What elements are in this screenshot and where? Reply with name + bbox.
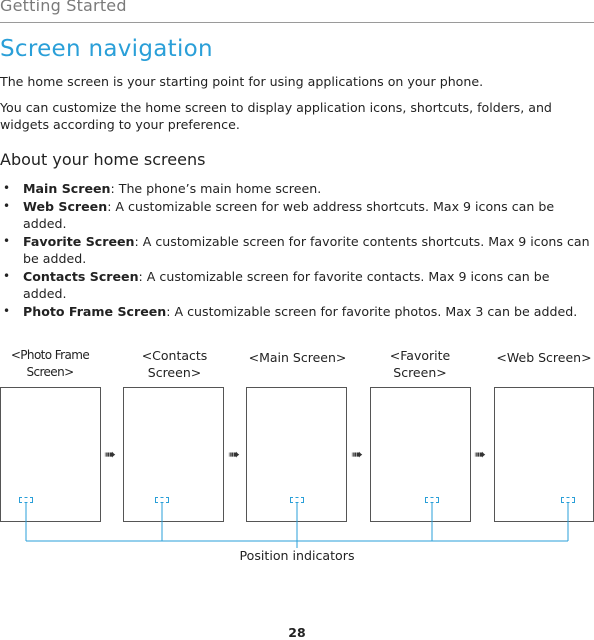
arrow-right-icon: ➠ [228, 447, 240, 463]
arrow-right-icon: ➠ [104, 447, 116, 463]
main-screen-label: <Main Screen> [248, 350, 347, 365]
bullet-icon: • [3, 304, 11, 318]
list-item-term: Favorite Screen [23, 234, 135, 249]
list-item-term: Contacts Screen [23, 269, 139, 284]
bullet-icon: • [3, 199, 11, 213]
list-item-desc: : A customizable screen for web address shortcuts. Max 9 icons can be added. [23, 199, 555, 231]
bullet-icon: • [3, 234, 11, 248]
position-indicators-caption: Position indicators [239, 548, 355, 563]
intro-paragraph: The home screen is your starting point for using applications on your phone. [0, 74, 484, 89]
customize-paragraph: You can customize the home screen to display application icons, shortcuts, folders, and widgets according to your preference. [0, 100, 552, 132]
favorite-screen-label: <Favorite Screen> [389, 348, 451, 380]
bullet-icon: • [3, 181, 11, 195]
list-item-desc: : The phone’s main home screen. [110, 181, 322, 196]
arrow-right-icon: ➠ [351, 447, 363, 463]
web-screen-label: <Web Screen> [496, 350, 592, 365]
contacts-screen-label: <Contacts Screen> [141, 348, 208, 380]
list-item-desc: : A customizable screen for favorite contents shortcuts. Max 9 icons can be added. [23, 234, 590, 266]
list-item-desc: : A customizable screen for favorite photos. Max 3 can be added. [166, 304, 578, 319]
section-subheading: About your home screens [0, 150, 206, 169]
page-number: 28 [288, 625, 306, 640]
bullet-icon: • [3, 269, 11, 283]
list-item-term: Main Screen [23, 181, 111, 196]
arrow-right-icon: ➠ [474, 447, 486, 463]
list-item-term: Photo Frame Screen [23, 304, 167, 319]
photo-frame-screen-label: <Photo Frame Screen> [10, 348, 90, 379]
list-item-term: Web Screen [23, 199, 108, 214]
list-item-desc: : A customizable screen for favorite contacts. Max 9 icons can be added. [23, 269, 550, 301]
section-title: Getting Started [0, 0, 127, 15]
page-title: Screen navigation [0, 36, 213, 62]
